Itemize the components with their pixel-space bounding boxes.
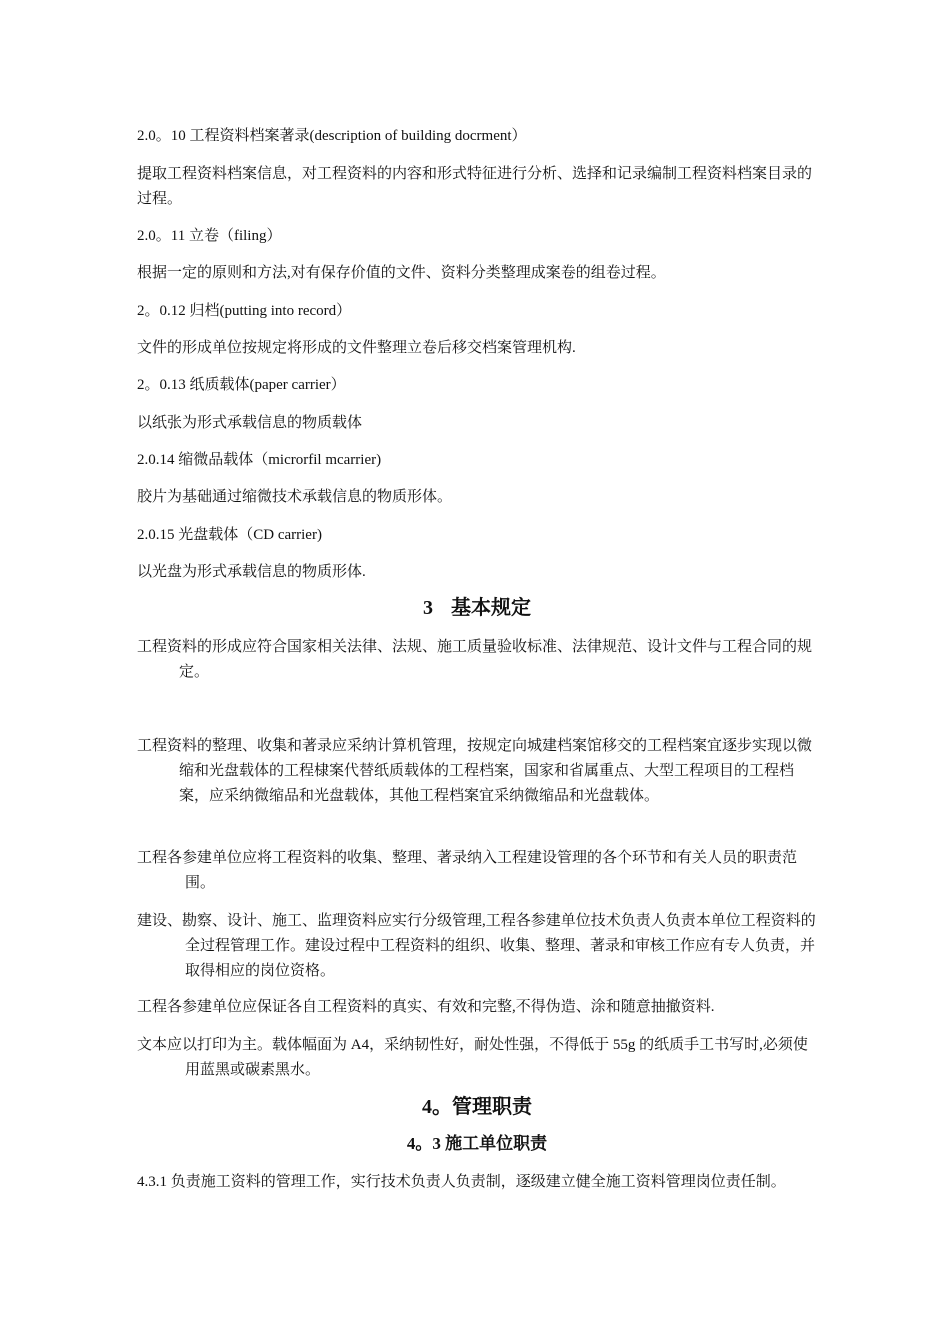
- section-3-para-1: 工程资料的形成应符合国家相关法律、法规、施工质量验收标准、法律规范、设计文件与工程合同的规定。: [137, 639, 813, 680]
- section-3-para-2: 工程资料的整理、收集和著录应采纳计算机管理，按规定向城建档案馆移交的工程档案宜逐步实现以微缩和光盘载体的工程棣案代替纸质载体的工程档案，国家和省属重点、大型工程项目的工程档案，应采纳微缩品和光盘载体，其他工程档案宜采纳微缩品和光盘载体。: [137, 738, 813, 804]
- def-2-0-14-body: 胶片为基础通过缩微技术承载信息的物质形体。: [137, 489, 453, 505]
- def-2-0-15-body: 以光盘为形式承载信息的物质形体.: [137, 564, 366, 580]
- section-3-title: 基本规定: [451, 597, 531, 619]
- section-3-number: 3: [423, 597, 433, 619]
- def-2-0-13-term: 2。0.13 纸质载体(paper carrier）: [137, 377, 346, 393]
- def-2-0-11-term: 2.0。11 立卷（filing）: [137, 228, 282, 244]
- section-3-para-5: 工程各参建单位应保证各自工程资料的真实、有效和完整,不得伪造、涂和随意抽撤资料.: [137, 999, 715, 1015]
- def-2-0-10-body: 提取工程资料档案信息，对工程资料的内容和形式特征进行分析、选择和记录编制工程资料档案目录的过程。: [137, 166, 813, 207]
- def-2-0-11-body: 根据一定的原则和方法,对有保存价值的文件、资料分类整理成案卷的组卷过程。: [137, 265, 666, 281]
- def-2-0-15-term: 2.0.15 光盘载体（CD carrier): [137, 527, 322, 543]
- def-2-0-13-body: 以纸张为形式承载信息的物质载体: [137, 415, 363, 431]
- def-2-0-10-term: 2.0。10 工程资料档案著录(description of building docrment）: [137, 128, 527, 144]
- section-3-para-6: 文本应以打印为主。载体幅面为 A4，采纳韧性好，耐处性强，不得低于 55g 的纸质手工书写时,必须使用蓝黑或碳素黑水。: [137, 1037, 808, 1078]
- def-2-0-12-term: 2。0.12 归档(putting into record）: [137, 303, 352, 319]
- section-3-para-3: 工程各参建单位应将工程资料的收集、整理、著录纳入工程建设管理的各个环节和有关人员的职责范围。: [137, 850, 798, 891]
- section-3-heading: [137, 594, 817, 622]
- section-3-para-4: 建设、勘察、设计、施工、监理资料应实行分级管理,工程各参建单位技术负责人负责本单位工程资料的全过程管理工作。建设过程中工程资料的组织、收集、整理、著录和审核工作应有专人负责，并取得相应的岗位资格。: [137, 913, 816, 979]
- def-2-0-14-term: 2.0.14 缩微品载体（microrfil mcarrier): [137, 452, 382, 468]
- def-2-0-12-body: 文件的形成单位按规定将形成的文件整理立卷后移交档案管理机构.: [137, 340, 576, 356]
- section-4-3-heading: 4。3 施工单位职责: [406, 1134, 548, 1153]
- section-4-heading: 4。管理职责: [422, 1096, 532, 1118]
- clause-4-3-1: 4.3.1 负责施工资料的管理工作，实行技术负责人负责制，逐级建立健全施工资料管理岗位责任制。: [137, 1174, 786, 1190]
